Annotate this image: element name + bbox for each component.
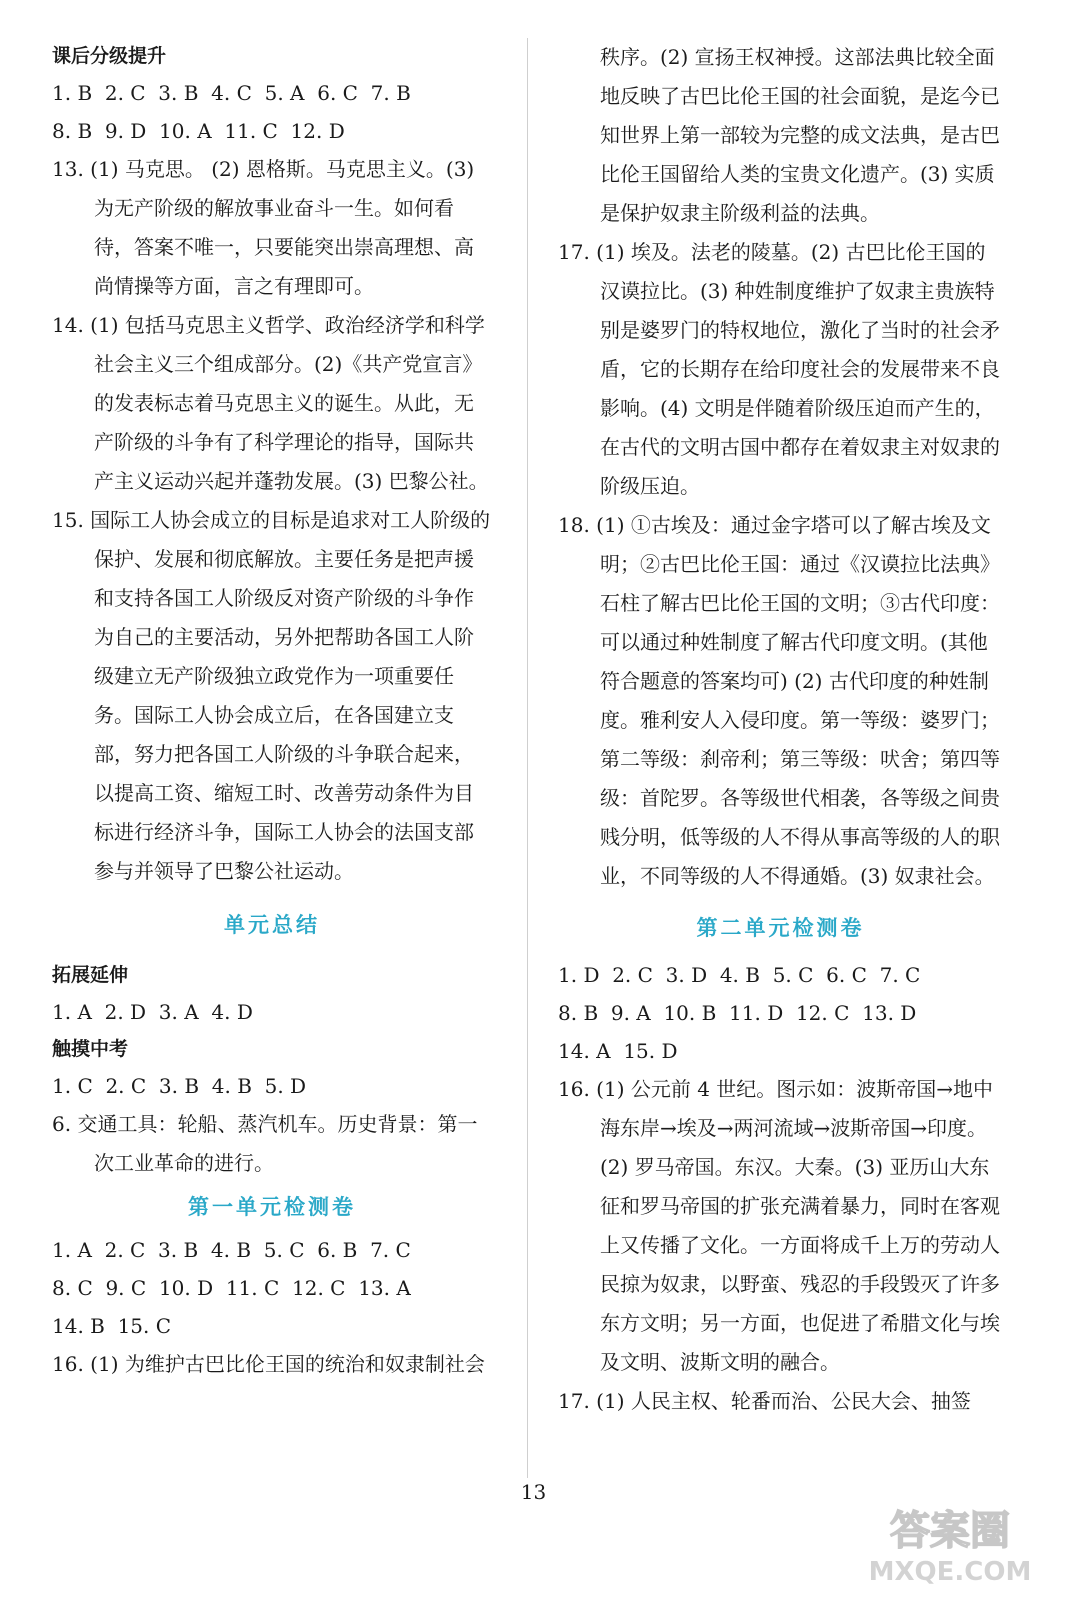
answer-line: 8. C 9. C 10. D 11. C 12. C 13. A <box>52 1276 411 1300</box>
page-number: 13 <box>520 1480 547 1504</box>
extension-title: 拓展延伸 <box>52 964 129 986</box>
question-18-answer: 18. (1) ①古埃及：通过金字塔可以了解古埃及文明；②古巴比伦王国：通过《汉谟拉比法典》石柱了解古巴比伦王国的文明；③古代印度：可以通过种姓制度了解古代印度文明。(其他符合题意的答案均可) (2) 古代印度的种姓制度。雅利安人入侵印度。第一等级：婆罗门；第二等级：刹帝利；第三等级：吠舍；第四等级：首陀罗。各等级世代相袭，各等级之间贵贱分明，低等级的人不得从事高等级的人的职业，不同等级的人不得通婚。(3) 奴隶社会。 <box>558 513 1000 888</box>
question-16-continued: 秩序。(2) 宣扬王权神授。这部法典比较全面地反映了古巴比伦王国的社会面貌，是迄今已知世界上第一部较为完整的成文法典，是古巴比伦王国留给人类的宝贵文化遗产。(3) 实质是保护奴隶主阶级利益的法典。 <box>600 45 1000 225</box>
question-14-answer: 14. (1) 包括马克思主义哲学、政治经济学和科学社会主义三个组成部分。(2)《共产党宣言》的发表标志着马克思主义的诞生。从此，无产阶级的斗争有了科学理论的指导，国际共产主义运动兴起并蓬勃发展。(3) 巴黎公社。 <box>52 313 489 493</box>
column-divider <box>527 38 528 1478</box>
right-column <box>558 38 1003 1421</box>
watermark-logo <box>845 1494 1055 1590</box>
answer-line: 14. A 15. D <box>558 1039 678 1063</box>
answer-line: 14. B 15. C <box>52 1314 172 1338</box>
answer-line: 1. A 2. C 3. B 4. B 5. C 6. B 7. C <box>52 1238 411 1262</box>
exam-title: 触摸中考 <box>52 1038 129 1060</box>
exam-question-6-answer: 6. 交通工具：轮船、蒸汽机车。历史背景：第一次工业革命的进行。 <box>52 1112 478 1175</box>
answer-line: 1. C 2. C 3. B 4. B 5. D <box>52 1074 307 1098</box>
answer-line: 8. B 9. A 10. B 11. D 12. C 13. D <box>558 1001 917 1025</box>
watermark-url-text: MXQE.COM <box>868 1557 1032 1587</box>
unit1-test-heading: 第一单元检测卷 <box>188 1195 356 1219</box>
section-title-after-class: 课后分级提升 <box>52 45 167 67</box>
unit1-question-16-answer: 16. (1) 为维护古巴比伦王国的统治和奴隶制社会 <box>52 1352 485 1376</box>
answer-line: 8. B 9. D 10. A 11. C 12. D <box>52 119 345 143</box>
answer-line: 1. B 2. C 3. B 4. C 5. A 6. C 7. B <box>52 81 411 105</box>
question-17-answer: 17. (1) 埃及。法老的陵墓。(2) 古巴比伦王国的汉谟拉比。(3) 种姓制度维护了奴隶主贵族特别是婆罗门的特权地位，激化了当时的社会矛盾，它的长期存在给印度社会的发展带来不良影响。(4) 文明是伴随着阶级压迫而产生的，在古代的文明古国中都存在着奴隶主对奴隶的阶级压迫。 <box>558 240 1000 498</box>
question-13-answer: 13. (1) 马克思。 (2) 恩格斯。马克思主义。(3) 为无产阶级的解放事业奋斗一生。如何看待，答案不唯一，只要能突出崇高理想、高尚情操等方面，言之有理即可。 <box>52 157 475 298</box>
unit2-question-17-answer: 17. (1) 人民主权、轮番而治、公民大会、抽签 <box>558 1389 971 1413</box>
answer-line: 1. D 2. C 3. D 4. B 5. C 6. C 7. C <box>558 963 921 987</box>
unit2-test-heading: 第二单元检测卷 <box>696 916 865 940</box>
answer-line: 1. A 2. D 3. A 4. D <box>52 1000 253 1024</box>
unit2-question-16-answer: 16. (1) 公元前 4 世纪。图示如：波斯帝国→地中海东岸→埃及→两河流域→波斯帝国→印度。(2) 罗马帝国。东汉。大秦。(3) 亚历山大东征和罗马帝国的扩张充满着暴力，同时在客观上又传播了文化。一方面将成千上万的劳动人民掠为奴隶，以野蛮、残忍的手段毁灭了许多东方文明；另一方面，也促进了希腊文化与埃及文明、波斯文明的融合。 <box>558 1077 1000 1374</box>
left-column <box>52 38 492 1384</box>
question-15-answer: 15. 国际工人协会成立的目标是追求对工人阶级的保护、发展和彻底解放。主要任务是把声援和支持各国工人阶级反对资产阶级的斗争作为自己的主要活动，另外把帮助各国工人阶级建立无产阶级独立政党作为一项重要任务。国际工人协会成立后，在各国建立支部，努力把各国工人阶级的斗争联合起来，以提高工资、缩短工时、改善劳动条件为目标进行经济斗争，国际工人协会的法国支部参与并领导了巴黎公社运动。 <box>52 508 491 883</box>
unit-summary-heading: 单元总结 <box>224 913 320 937</box>
watermark-main-text: 答案圈 <box>890 1508 1010 1554</box>
